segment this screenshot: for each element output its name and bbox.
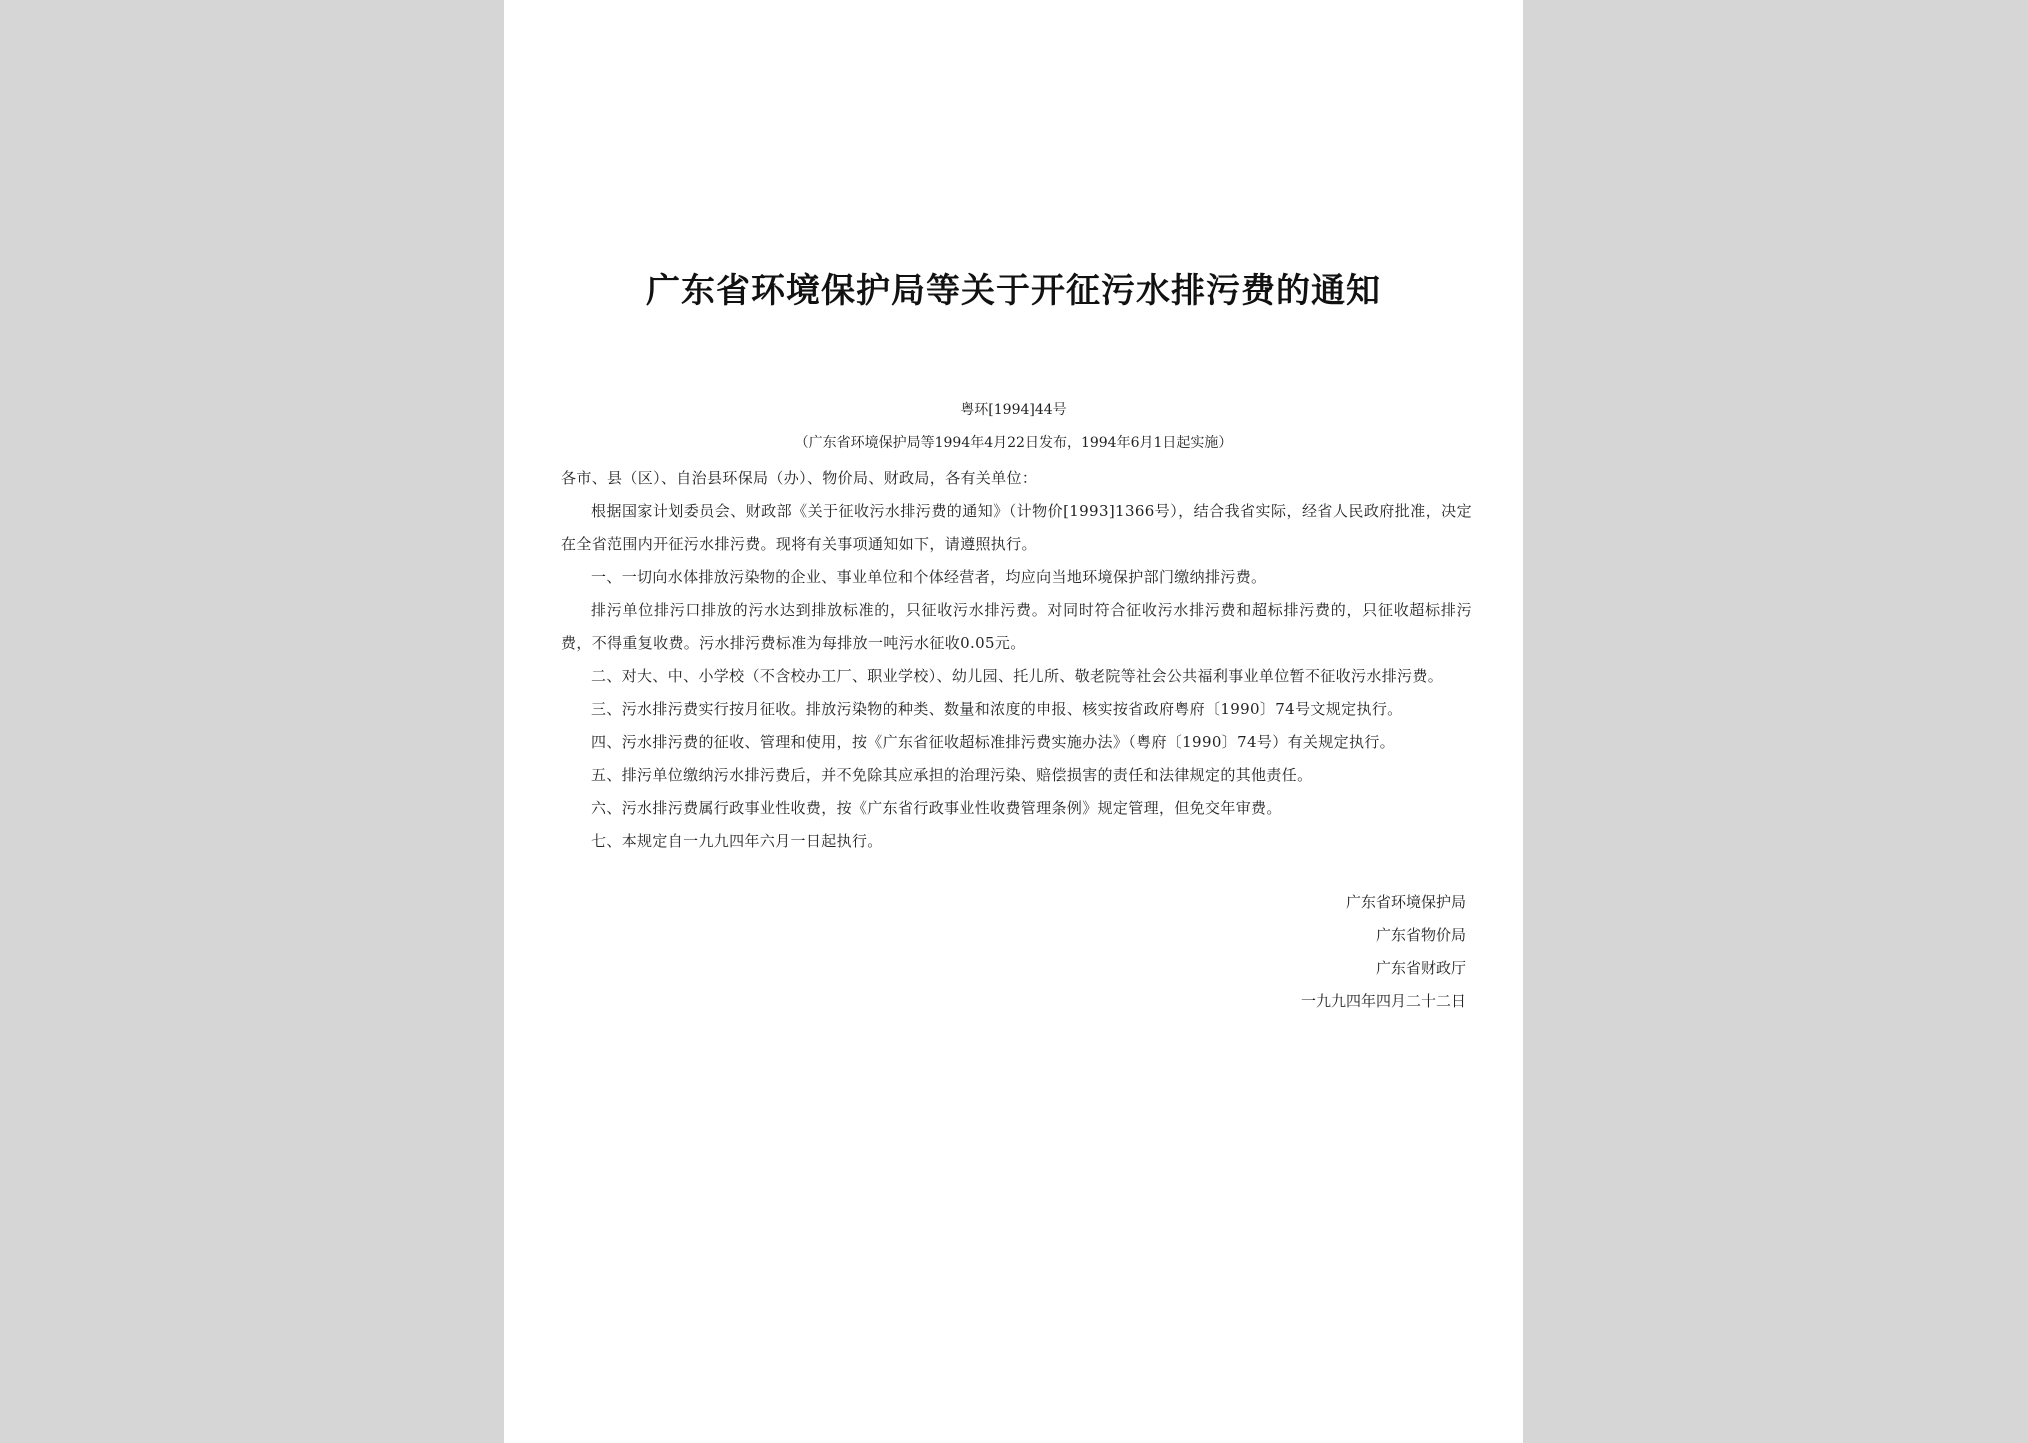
signatory: 广东省财政厅	[1375, 959, 1466, 977]
signatory: 广东省环境保护局	[1345, 893, 1466, 911]
signature-date: 一九九四年四月二十二日	[1300, 992, 1466, 1010]
paragraph: 七、本规定自一九九四年六月一日起执行。	[591, 832, 883, 850]
paragraph: 一、一切向水体排放污染物的企业、事业单位和个体经营者，均应向当地环境保护部门缴纳排污费。	[591, 568, 1267, 586]
signature-block	[1301, 886, 1466, 1018]
signatory: 广东省物价局	[1375, 926, 1466, 944]
paragraph: 五、排污单位缴纳污水排污费后，并不免除其应承担的治理污染、赔偿损害的责任和法律规定的其他责任。	[591, 766, 1313, 784]
paragraph: 六、污水排污费属行政事业性收费，按《广东省行政事业性收费管理条例》规定管理，但免交年审费。	[591, 799, 1282, 817]
document-title: 广东省环境保护局等关于开征污水排污费的通知	[646, 271, 1381, 311]
document-number: 粤环[1994]44号	[960, 402, 1067, 418]
document-page	[504, 0, 1523, 1443]
addressee-line: 各市、县（区）、自治县环保局（办）、物价局、财政局，各有关单位：	[561, 469, 1038, 487]
document-body	[561, 462, 1472, 858]
paragraph: 三、污水排污费实行按月征收。排放污染物的种类、数量和浓度的申报、核实按省政府粤府〔1990〕74号文规定执行。	[591, 700, 1403, 718]
paragraph: 二、对大、中、小学校（不含校办工厂、职业学校）、幼儿园、托儿所、敬老院等社会公共福利事业单位暂不征收污水排污费。	[591, 667, 1444, 685]
paragraph: 排污单位排污口排放的污水达到排放标准的，只征收污水排污费。对同时符合征收污水排污费和超标排污费的，只征收超标排污费，不得重复收费。污水排污费标准为每排放一吨污水征收0.05元。	[561, 601, 1472, 652]
paragraph: 根据国家计划委员会、财政部《关于征收污水排污费的通知》（计物价[1993]1366号），结合我省实际，经省人民政府批准，决定在全省范围内开征污水排污费。现将有关事项通知如下，请遵照执行。	[561, 502, 1472, 553]
paragraph: 四、污水排污费的征收、管理和使用，按《广东省征收超标准排污费实施办法》（粤府〔1990〕74号）有关规定执行。	[591, 733, 1396, 751]
publication-note: （广东省环境保护局等1994年4月22日发布，1994年6月1日起实施）	[794, 435, 1233, 451]
